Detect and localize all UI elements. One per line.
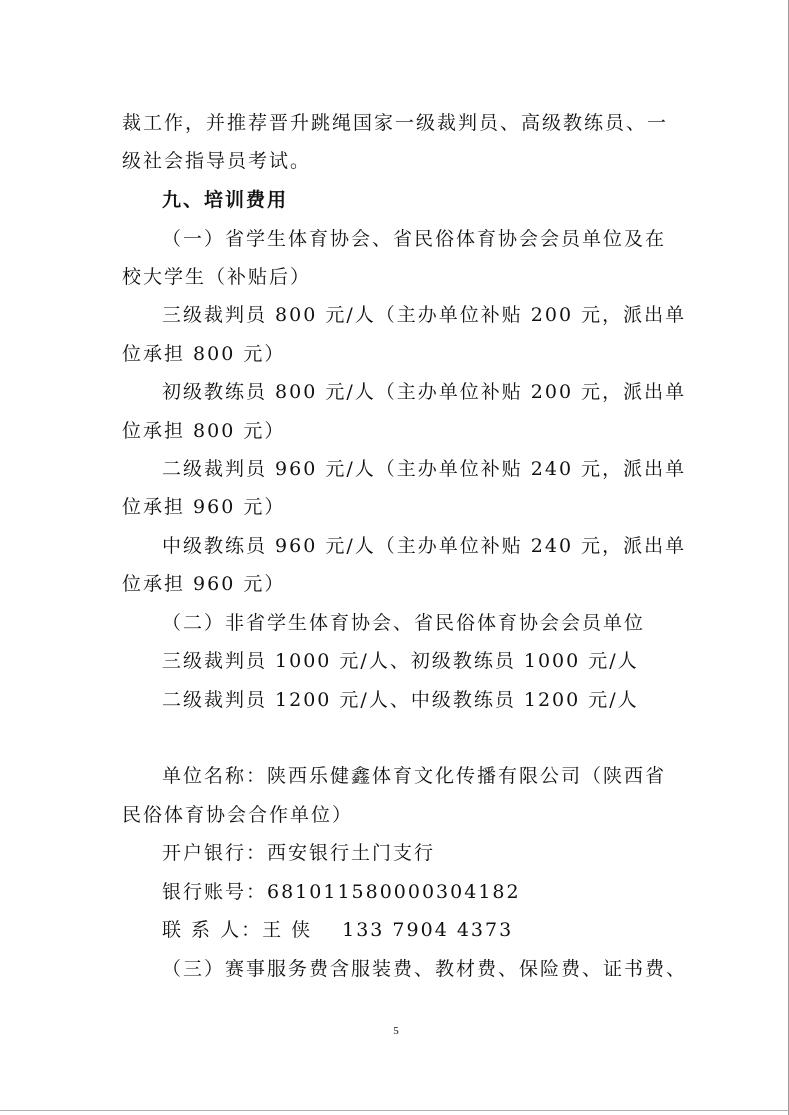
text-line: 位承担 800 元） (122, 420, 286, 442)
contact-line (162, 918, 722, 942)
text-line: （三）赛事服务费含服装费、教材费、保险费、证书费、 (162, 958, 688, 980)
text-line: 级社会指导员考试。 (122, 150, 312, 172)
page-number: 5 (393, 1025, 399, 1037)
contact-person: 联 系 人：王 侠 (162, 919, 313, 941)
text-line: 民俗体育协会合作单位） (122, 804, 354, 826)
text-line: 二级裁判员 1200 元/人、中级教练员 1200 元/人 (162, 689, 639, 711)
text-line: （一）省学生体育协会、省民俗体育协会会员单位及在 (162, 228, 667, 250)
account-name-line: 单位名称：陕西乐健鑫体育文化传播有限公司（陕西省 (162, 765, 667, 787)
page-border (0, 1110, 789, 1111)
text-line: 校大学生（补贴后） (122, 266, 312, 288)
account-number-line: 银行账号：681011580000304182 (162, 881, 521, 903)
bank-name-line: 开户银行：西安银行土门支行 (162, 842, 436, 864)
text-line: 三级裁判员 800 元/人（主办单位补贴 200 元，派出单 (162, 304, 687, 326)
text-line: 中级教练员 960 元/人（主办单位补贴 240 元，派出单 (162, 535, 687, 557)
text-line: 二级裁判员 960 元/人（主办单位补贴 240 元，派出单 (162, 458, 687, 480)
contact-phone: 133 7904 4373 (342, 919, 514, 941)
text-line: 裁工作，并推荐晋升跳绳国家一级裁判员、高级教练员、一 (122, 112, 669, 134)
text-line: （二）非省学生体育协会、省民俗体育协会会员单位 (162, 612, 646, 634)
text-line: 三级裁判员 1000 元/人、初级教练员 1000 元/人 (162, 650, 639, 672)
text-line: 位承担 960 元） (122, 573, 286, 595)
text-line: 位承担 800 元） (122, 343, 286, 365)
text-line: 位承担 960 元） (122, 496, 286, 518)
text-line: 初级教练员 800 元/人（主办单位补贴 200 元，派出单 (162, 381, 687, 403)
section-heading: 九、培训费用 (162, 189, 289, 211)
